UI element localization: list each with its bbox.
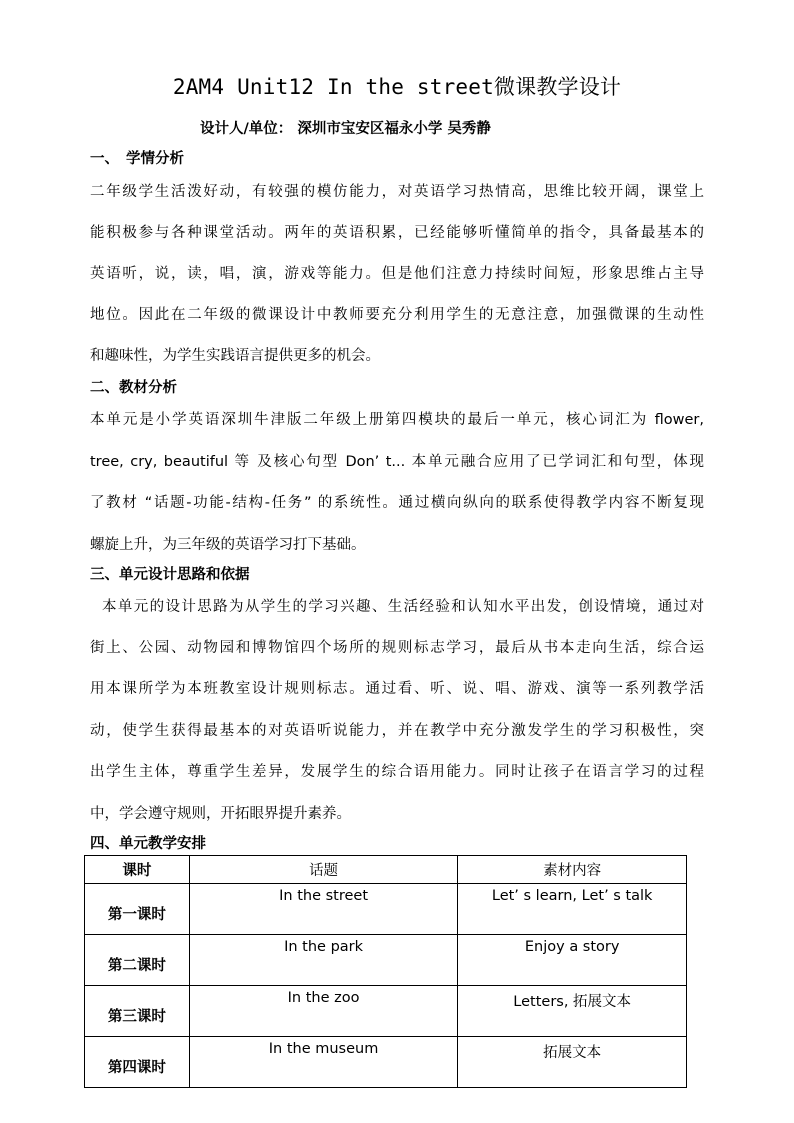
header-lesson: 课时 (85, 856, 190, 884)
paragraph-line: 和趣味性，为学生实践语言提供更多的机会。 (90, 348, 380, 364)
lesson-cell: 第一课时 (85, 884, 190, 935)
section-heading (90, 833, 206, 855)
paragraph-line: 地位。因此在二年级的微课设计中教师要充分利用学生的无意注意，加强微课的生动性 (90, 307, 704, 323)
paragraph-line: 动，使学生获得最基本的对英语听说能力，并在教学中充分激发学生的学习积极性，突 (90, 723, 704, 739)
paragraph-line: 了教材 “话题-功能-结构-任务” 的系统性。通过横向纵向的联系使得教学内容不断复现 (90, 495, 704, 511)
section-number: 三、 (90, 567, 119, 583)
topic-cell: In the zoo (189, 986, 458, 1037)
lesson-plan-table (84, 855, 687, 1088)
section-heading (90, 564, 250, 586)
paragraph-line: tree, cry, beautiful 等 及核心句型 Don’ t... 本单元融合应用了已学词汇和句型，体现 (90, 454, 704, 470)
section-title: 学情分析 (126, 151, 184, 167)
material-cell: Letters, 拓展文本 (458, 986, 687, 1037)
lesson-cell: 第三课时 (85, 986, 190, 1037)
table-row (85, 884, 687, 935)
lesson-cell: 第二课时 (85, 935, 190, 986)
material-cell: Enjoy a story (458, 935, 687, 986)
paragraph-line: 中，学会遵守规则，开拓眼界提升素养。 (90, 806, 351, 822)
topic-cell: In the museum (189, 1037, 458, 1088)
paragraph-line: 能积极参与各种课堂活动。两年的英语积累，已经能够听懂简单的指令，具备最基本的 (90, 225, 704, 241)
table-row (85, 1037, 687, 1088)
paragraph-line: 英语听，说，读，唱，演，游戏等能力。但是他们注意力持续时间短，形象思维占主导 (90, 266, 704, 282)
paragraph-line: 街上、公园、动物园和博物馆四个场所的规则标志学习，最后从书本走向生活，综合运 (90, 640, 704, 656)
paragraph-line: 出学生主体，尊重学生差异，发展学生的综合语用能力。同时让孩子在语言学习的过程 (90, 764, 704, 780)
paragraph-line: 用本课所学为本班教室设计规则标志。通过看、听、说、唱、游戏、演等一系列教学活 (90, 681, 704, 697)
section-title: 教材分析 (119, 380, 177, 396)
material-cell: Let’ s learn, Let’ s talk (458, 884, 687, 935)
paragraph-line: 本单元是小学英语深圳牛津版二年级上册第四模块的最后一单元，核心词汇为 flower, (90, 412, 704, 428)
table-row (85, 935, 687, 986)
title-chinese: 微课教学设计 (493, 75, 622, 99)
table-row (85, 986, 687, 1037)
section-title: 单元教学安排 (119, 836, 206, 852)
header-material: 素材内容 (458, 856, 687, 884)
section-heading (90, 377, 177, 399)
paragraph-line: 本单元的设计思路为从学生的学习兴趣、生活经验和认知水平出发，创设情境，通过对 (90, 599, 704, 615)
section-number: 一、 (90, 151, 119, 167)
header-topic: 话题 (189, 856, 458, 884)
document-title (0, 72, 794, 102)
material-cell: 拓展文本 (458, 1037, 687, 1088)
section-title: 单元设计思路和依据 (119, 567, 250, 583)
topic-cell: In the street (189, 884, 458, 935)
title-latin: 2AM4 Unit12 In the street (172, 75, 494, 99)
lesson-cell: 第四课时 (85, 1037, 190, 1088)
paragraph-line: 二年级学生活泼好动，有较强的模仿能力，对英语学习热情高，思维比较开阔，课堂上 (90, 184, 704, 200)
topic-cell: In the park (189, 935, 458, 986)
table-header-row (85, 856, 687, 884)
author-line: 设计人/单位： 深圳市宝安区福永小学 吴秀静 (200, 121, 491, 137)
section-number: 二、 (90, 380, 119, 396)
section-heading (90, 148, 184, 170)
paragraph-line: 螺旋上升，为三年级的英语学习打下基础。 (90, 537, 366, 553)
section-number: 四、 (90, 836, 119, 852)
